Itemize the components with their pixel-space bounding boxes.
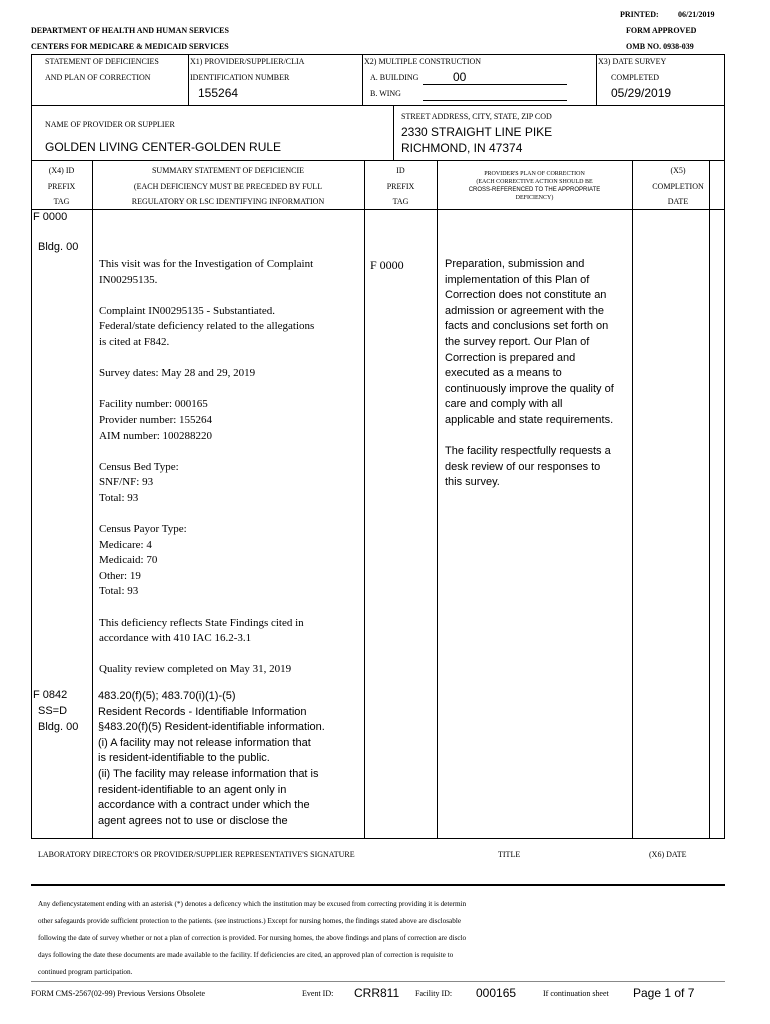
statement-label-1: STATEMENT OF DEFICIENCIES — [45, 57, 159, 66]
f0842-line: agent agrees not to use or disclose the — [98, 814, 288, 827]
summary-line — [99, 647, 314, 663]
summary-line — [99, 382, 314, 398]
omb-number: OMB NO. 0938-039 — [626, 42, 694, 51]
disclaimer — [38, 896, 466, 981]
rule-id-bottom — [31, 105, 725, 106]
address-line-1: 2330 STRAIGHT LINE PIKE — [401, 125, 553, 139]
id-header-3: TAG — [392, 197, 409, 206]
summary-line: IN00295135. — [99, 273, 158, 286]
building-value: 00 — [453, 70, 467, 84]
summary-line — [99, 444, 314, 460]
summary-line: Census Bed Type: — [99, 460, 179, 473]
plan-line: The facility respectfully requests a — [445, 445, 611, 458]
summary-line — [99, 600, 314, 616]
disclaimer-line: continued program participation. — [38, 968, 133, 976]
x4-header-1: (X4) ID — [48, 166, 75, 175]
rule-col-3 — [437, 160, 438, 838]
event-id-label: Event ID: — [302, 989, 334, 998]
printed-label: PRINTED: — [620, 10, 659, 19]
rule-id-v2 — [362, 54, 363, 105]
summary-line: This visit was for the Investigation of Complaint — [99, 258, 314, 270]
plan-header-2: (EACH CORRECTIVE ACTION SHOULD BE — [476, 179, 593, 185]
f0842-line: §483.20(f)(5) Resident-identifiable information. — [98, 721, 325, 734]
x5-header-2: COMPLETION — [652, 182, 704, 191]
plan-line: facts and conclusions set forth on — [445, 320, 609, 333]
building-underline — [423, 84, 567, 85]
summary-line: is cited at F842. — [99, 335, 170, 348]
rule-col-5 — [709, 160, 710, 838]
f0842-text — [98, 689, 325, 829]
tag-f0000: F 0000 — [33, 211, 68, 223]
plan-text — [445, 257, 614, 491]
f0842-line: 483.20(f)(5); 483.70(i)(1)-(5) — [98, 690, 236, 702]
x1-label-1: X1) PROVIDER/SUPPLIER/CLIA — [190, 57, 305, 66]
centers-title: CENTERS FOR MEDICARE & MEDICAID SERVICES — [31, 42, 229, 51]
x5-header-1: (X5) — [670, 166, 686, 175]
department-title: DEPARTMENT OF HEALTH AND HUMAN SERVICES — [31, 26, 229, 35]
statement-label-2: AND PLAN OF CORRECTION — [45, 73, 151, 82]
f0842-line: accordance with a contract under which the — [98, 799, 310, 812]
x3-label-2: COMPLETED — [611, 73, 659, 82]
provider-name-label: NAME OF PROVIDER OR SUPPLIER — [45, 120, 175, 129]
rule-top — [31, 54, 725, 55]
plan-line: Correction is prepared and — [445, 351, 576, 364]
address-label: STREET ADDRESS, CITY, STATE, ZIP COD — [401, 112, 552, 121]
summary-line: Survey dates: May 28 and 29, 2019 — [99, 367, 256, 380]
bldg-f0842: Bldg. 00 — [38, 721, 79, 733]
f0842-line: (i) A facility may not release information that — [98, 736, 311, 749]
summary-line: AIM number: 100288220 — [99, 429, 213, 442]
summary-line: SNF/NF: 93 — [99, 476, 154, 489]
disclaimer-line: Any defiencystatement ending with an asterisk (*) denotes a deficency which the institution may be excused from correcting providing it is determin — [38, 900, 467, 908]
rule-provider-bottom — [31, 160, 725, 161]
provider-name: GOLDEN LIVING CENTER-GOLDEN RULE — [45, 140, 282, 154]
x3-value: 05/29/2019 — [611, 86, 672, 100]
summary-line — [99, 507, 314, 523]
x4-header-3: TAG — [53, 197, 70, 206]
ss-f0842: SS=D — [38, 705, 68, 717]
plan-line: continuously improve the quality of — [445, 382, 614, 395]
summary-line: Facility number: 000165 — [99, 398, 208, 411]
summary-line: Complaint IN00295135 - Substantiated. — [99, 304, 275, 317]
plan-line: implementation of this Plan of — [445, 273, 590, 286]
plan-line: applicable and state requirements. — [445, 413, 614, 426]
summary-header-1: SUMMARY STATEMENT OF DEFICIENCIE — [151, 166, 305, 175]
x1-value: 155264 — [198, 86, 239, 100]
summary-line: Total: 93 — [99, 585, 139, 598]
facility-id-label: Facility ID: — [415, 989, 453, 998]
plan-line: desk review of our responses to — [445, 460, 601, 473]
disclaimer-line: other safegaurds provide sufficient protection to the patients. (see instructions.) Except for nursing homes, the findings stated above are disclosable — [38, 917, 462, 925]
id-header-2: PREFIX — [386, 182, 415, 191]
rule-col-2 — [364, 160, 365, 838]
summary-line: accordance with 410 IAC 16.2-3.1 — [99, 632, 252, 645]
disclaimer-line: following the date of survey whether or not a plan of correction is provided. For nursing homes, the above findings and plans of correction are disclo — [38, 934, 467, 942]
f0842-line: is resident-identifiable to the public. — [98, 752, 270, 765]
rule-col-4 — [632, 160, 633, 838]
f0842-line: (ii) The facility may release information that is — [98, 767, 319, 780]
plan-line: the survey report. Our Plan of — [445, 335, 590, 348]
plan-line: Correction does not constitute an — [445, 289, 607, 302]
page-number: Page 1 of 7 — [633, 986, 695, 1000]
plan-line: admission or agreement with the — [445, 304, 604, 317]
right-tag-f0000: F 0000 — [370, 258, 404, 272]
building-label: A. BUILDING — [370, 73, 419, 82]
summary-line: Medicare: 4 — [99, 538, 152, 551]
facility-id-value: 000165 — [476, 986, 517, 1000]
rule-id-v1 — [188, 54, 189, 105]
plan-line: this survey. — [445, 476, 500, 489]
director-signature-label: LABORATORY DIRECTOR'S OR PROVIDER/SUPPLIER REPRESENTATIVE'S SIGNATURE — [38, 850, 355, 859]
x6-date-label: (X6) DATE — [649, 850, 687, 859]
id-header-1: ID — [396, 166, 405, 175]
summary-line: Federal/state deficiency related to the allegations — [99, 320, 315, 333]
summary-line: Medicaid: 70 — [99, 554, 158, 567]
wing-underline — [423, 100, 567, 101]
rule-columns-bottom — [31, 209, 725, 210]
disclaimer-line: days following the date these documents are made available to the facility. If deficiencies are cited, an approved plan of correction is requisite to — [38, 951, 454, 959]
rule-signature-bottom — [31, 884, 725, 886]
x2-label: X2) MULTIPLE CONSTRUCTION — [364, 57, 482, 66]
rule-col-1 — [92, 160, 93, 838]
printed-date: 06/21/2019 — [678, 10, 715, 19]
summary-line: Other: 19 — [99, 569, 141, 582]
summary-line — [99, 351, 314, 367]
f0842-line: Resident Records - Identifiable Information — [98, 705, 307, 718]
summary-line: Provider number: 155264 — [99, 413, 213, 426]
address-line-2: RICHMOND, IN 47374 — [401, 141, 523, 155]
form-cms-label: FORM CMS-2567(02-99) Previous Versions Obsolete — [31, 989, 206, 998]
plan-line: care and comply with all — [445, 398, 563, 411]
rule-id-v3 — [596, 54, 597, 105]
form-approved: FORM APPROVED — [626, 26, 697, 35]
plan-line: Preparation, submission and — [445, 258, 585, 270]
continuation-label: If continuation sheet — [543, 989, 609, 998]
x3-label-1: X3) DATE SURVEY — [598, 57, 667, 66]
rule-right — [724, 54, 725, 838]
wing-label: B. WING — [370, 89, 401, 98]
f0842-line: resident-identifiable to an agent only in — [98, 783, 287, 796]
summary-line: Total: 93 — [99, 491, 139, 504]
plan-header-4: DEFICIENCY) — [515, 195, 554, 201]
summary-header-2: (EACH DEFICIENCY MUST BE PRECEDED BY FULL — [133, 182, 323, 191]
title-label: TITLE — [498, 850, 521, 859]
plan-line: executed as a means to — [445, 367, 562, 380]
summary-text — [99, 257, 314, 678]
rule-body-bottom — [31, 838, 725, 839]
summary-line: This deficiency reflects State Findings cited in — [99, 616, 304, 629]
event-id-value: CRR811 — [354, 986, 400, 1000]
summary-header-3: REGULATORY OR LSC IDENTIFYING INFORMATION — [131, 197, 325, 206]
x4-header-2: PREFIX — [47, 182, 76, 191]
plan-header-1: PROVIDER'S PLAN OF CORRECTION — [484, 171, 585, 177]
x1-label-2: IDENTIFICATION NUMBER — [190, 73, 290, 82]
summary-line — [99, 288, 314, 304]
plan-header-3: CROSS-REFERENCED TO THE APPROPRIATE — [468, 187, 601, 193]
rule-footer-top — [31, 981, 725, 982]
summary-line: Census Payor Type: — [99, 523, 187, 536]
rule-provider-v — [393, 105, 394, 160]
bldg-f0000: Bldg. 00 — [38, 241, 79, 253]
summary-line: Quality review completed on May 31, 2019 — [99, 663, 292, 676]
plan-line — [445, 429, 614, 445]
tag-f0842: F 0842 — [33, 689, 68, 701]
x5-header-3: DATE — [667, 197, 689, 206]
